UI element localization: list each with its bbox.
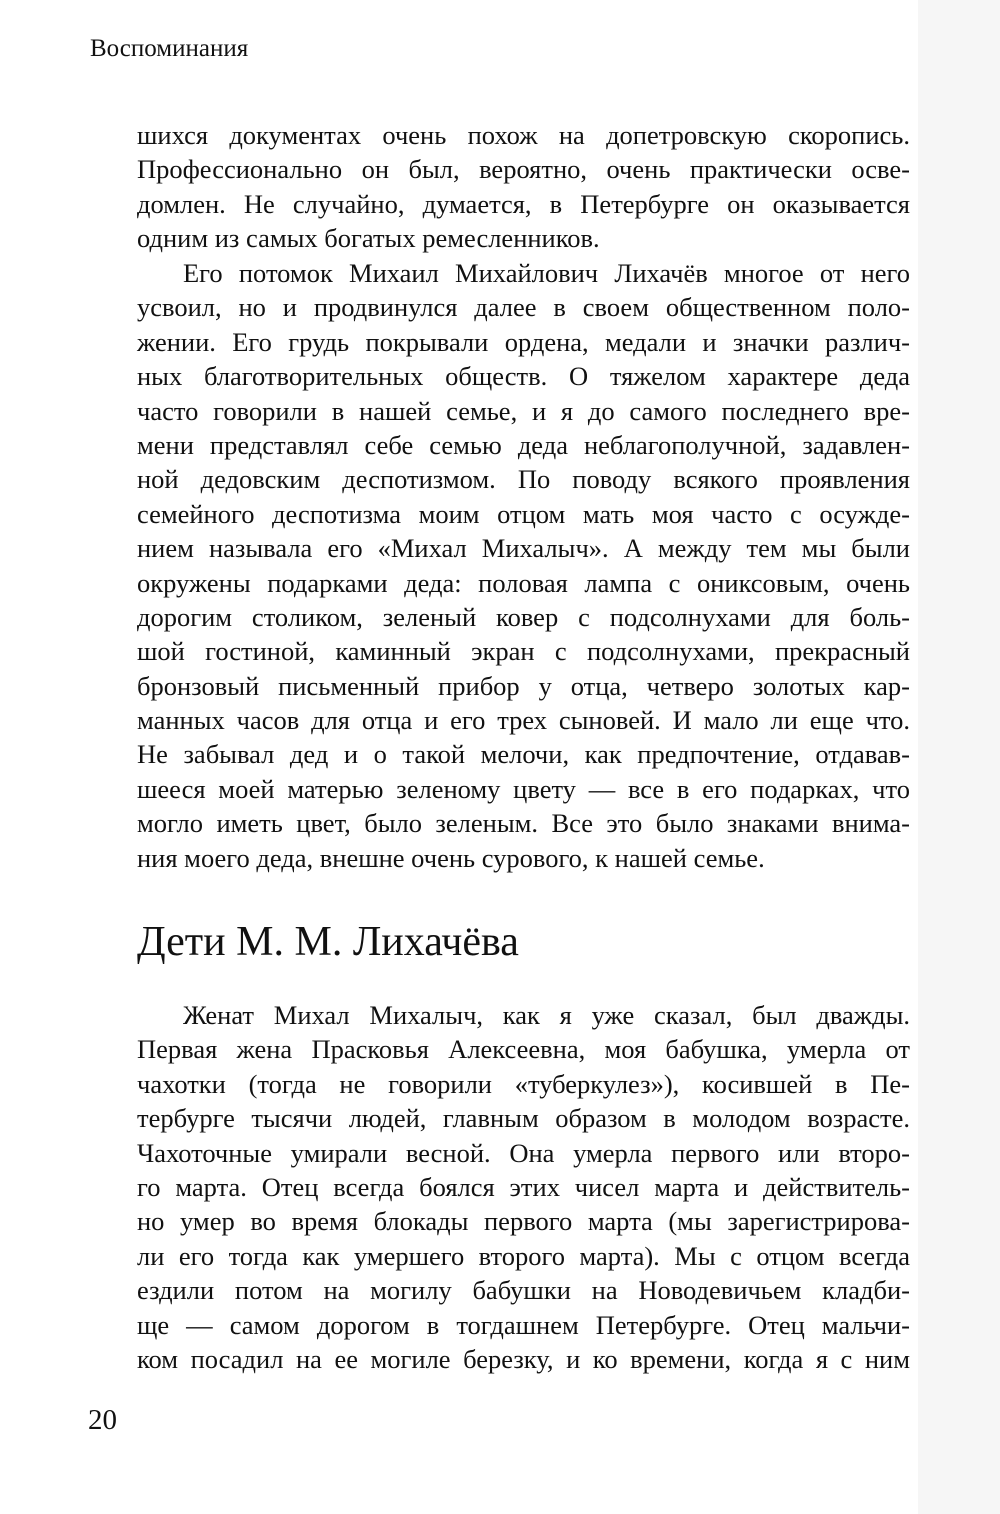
text-line: тербурге тысячи людей, главным образом в молодом возрасте. [137, 1103, 910, 1134]
text-line: шой гостиной, каминный экран с подсолнухами, прекрасный [137, 636, 910, 667]
text-line: жении. Его грудь покрывали ордена, медали и значки различ- [137, 326, 910, 357]
text-line: бронзовый письменный прибор у отца, четверо золотых кар- [137, 670, 910, 701]
paragraph-1 [137, 118, 910, 256]
text-line: но умер во время блокады первого марта (мы зарегистрирова- [137, 1206, 910, 1237]
text-line: манных часов для отца и его трех сыновей. И мало ли еще что. [137, 705, 910, 736]
text-line: ния моего деда, внешне очень сурового, к нашей семье. [137, 842, 765, 873]
text-line: ных благотворительных обществ. О тяжелом характере деда [137, 361, 910, 392]
text-line: ли его тогда как умершего второго марта). Мы с отцом всегда [137, 1240, 910, 1271]
text-line: мени представлял себе семью деда неблагополучной, задавлен- [137, 429, 910, 460]
text-line: дорогим столиком, зеленый ковер с подсолнухами для боль- [137, 601, 910, 632]
text-line: го марта. Отец всегда боялся этих чисел марта и действитель- [137, 1171, 910, 1202]
text-line: могло иметь цвет, было зеленым. Все это было знаками внима- [137, 808, 910, 839]
text-line: ще — самом дорогом в тогдашнем Петербурге. Отец мальчи- [137, 1309, 910, 1340]
text-line: Профессионально он был, вероятно, очень практически осве- [137, 154, 910, 185]
text-line: Чахоточные умирали весной. Она умерла первого или второ- [137, 1137, 910, 1168]
text-line: домлен. Не случайно, думается, в Петербурге он оказывается [137, 188, 910, 219]
text-line: Первая жена Прасковья Алексеевна, моя бабушка, умерла от [137, 1034, 910, 1065]
scan-margin [918, 0, 1000, 1514]
text-line: Не забывал дед и о такой мелочи, как предпочтение, отдавав- [137, 739, 910, 770]
text-line: нием называла его «Михал Михалыч». А между тем мы были [137, 533, 910, 564]
text-line: шееся моей матерью зеленому цвету — все в его подарках, что [137, 773, 910, 804]
text-line: окружены подарками деда: половая лампа с ониксовым, очень [137, 567, 910, 598]
text-line: семейного деспотизма моим отцом мать моя часто с осужде- [137, 498, 910, 529]
text-line: Его потомок Михаил Михайлович Лихачёв многое от него [183, 258, 910, 288]
text-line: шихся документах очень похож на допетровскую скоропись. [137, 120, 910, 150]
text-line: Женат Михал Михалыч, как я уже сказал, был дважды. [183, 1000, 910, 1030]
text-line: ездили потом на могилу бабушки на Новодевичьем кладби- [137, 1275, 910, 1306]
text-line: одним из самых богатых ремесленников. [137, 223, 600, 254]
paragraph-2 [137, 256, 910, 875]
paragraph-3 [137, 998, 910, 1376]
running-head: Воспоминания [90, 35, 249, 62]
page-number: 20 [88, 1404, 117, 1436]
section-title: Дети М. М. Лихачёва [137, 919, 519, 965]
text-line: ной дедовским деспотизмом. По поводу всякого проявления [137, 464, 910, 495]
text-line: ком посадил на ее могиле березку, и ко времени, когда я с ним [137, 1343, 910, 1374]
text-line: усвоил, но и продвинулся далее в своем общественном поло- [137, 292, 910, 323]
text-line: чахотки (тогда не говорили «туберкулез»), косившей в Пе- [137, 1068, 910, 1099]
text-line: часто говорили в нашей семье, и я до самого последнего вре- [137, 395, 910, 426]
